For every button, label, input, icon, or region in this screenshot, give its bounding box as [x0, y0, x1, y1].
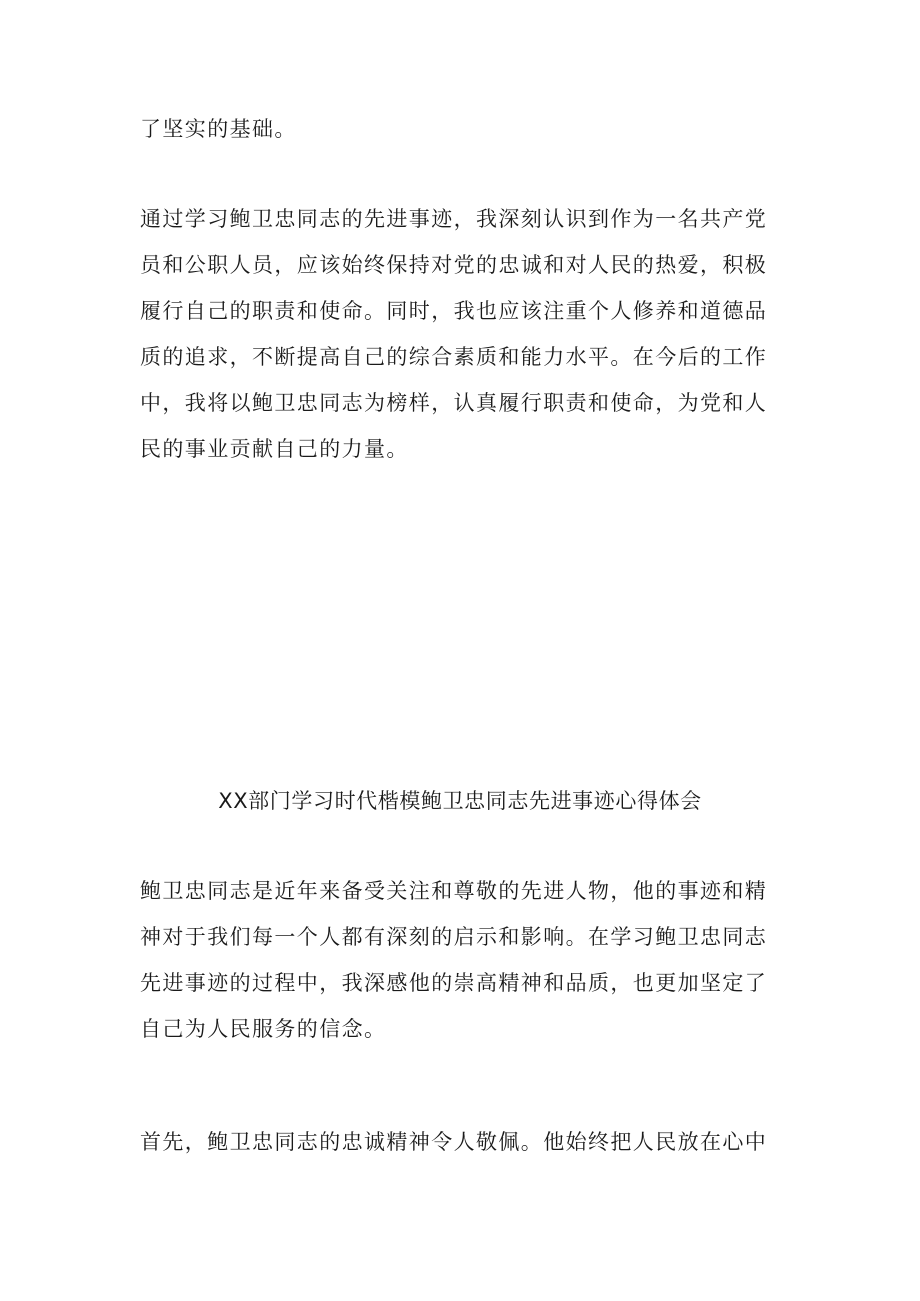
- paragraph-line: 先进事迹的过程中，我深感他的崇高精神和品质，也更加坚定了: [140, 971, 768, 995]
- paragraph-line: 履行自己的职责和使命。同时，我也应该注重个人修养和道德品: [140, 299, 768, 323]
- continuation-paragraph: [140, 106, 785, 152]
- paragraph-line: 中，我将以鲍卫忠同志为榜样，认真履行职责和使命，为党和人: [140, 391, 768, 415]
- paragraph-line: 员和公职人员，应该始终保持对党的忠诚和对人民的热爱，积极: [140, 253, 768, 277]
- paragraph-line: 质的追求，不断提高自己的综合素质和能力水平。在今后的工作: [140, 345, 768, 369]
- paragraph-line: 神对于我们每一个人都有深刻的启示和影响。在学习鲍卫忠同志: [140, 925, 768, 949]
- paragraph-line: 民的事业贡献自己的力量。: [140, 437, 409, 461]
- intro-paragraph: [140, 868, 785, 1052]
- reflection-paragraph: [140, 196, 785, 472]
- paragraph-line: 了坚实的基础。: [140, 117, 297, 141]
- paragraph-line: 自己为人民服务的信念。: [140, 1017, 387, 1041]
- paragraph-line: 通过学习鲍卫忠同志的先进事迹，我深刻认识到作为一名共产党: [140, 207, 768, 231]
- paragraph-line: 首先，鲍卫忠同志的忠诚精神令人敬佩。他始终把人民放在心中: [140, 1130, 768, 1154]
- document-title: XX部门学习时代楷模鲍卫忠同志先进事迹心得体会: [218, 789, 702, 813]
- first-point-paragraph: [140, 1119, 785, 1165]
- paragraph-line: 鲍卫忠同志是近年来备受关注和尊敬的先进人物，他的事迹和精: [140, 879, 768, 903]
